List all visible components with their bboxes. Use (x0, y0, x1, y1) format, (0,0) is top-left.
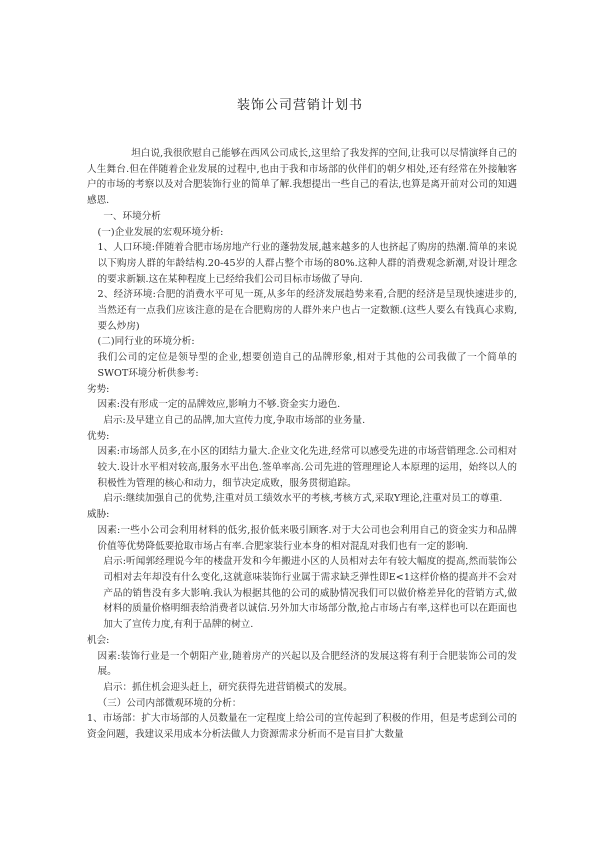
paragraph: 启示:及早建立自己的品牌,加大宣传力度,争取市场部的业务量. (103, 414, 366, 426)
swot-label: 机会: (87, 634, 110, 646)
intro-paragraph: 坦白说,我很欣慰自己能够在西风公司成长,这里给了我发挥的空间,让我可以尽情演绎自己的人生舞台.但在伴随着企业发展的过程中,也由于我和市场部的伙伴们的朝夕相处,还有经常在外接触客户的市场的考察以及对合肥装饰行业的简单了解.我想提出一些自己的看法,也算是离开前对公司的知遇感恩. (87, 148, 517, 207)
paragraph: 1、市场部：扩大市场部的人员数量在一定程度上给公司的宣传起到了积极的作用，但是考虑到公司的资金问题，我建议采用成本分析法做人力资源需求分析而不是盲目扩大数量 (87, 713, 517, 741)
swot-label: 优势: (87, 430, 110, 442)
paragraph: 因素:市场部人员多,在小区的团结力量大.企业文化先进,经常可以感受先进的市场营销理念.公司相对较大.设计水平相对较高,服务水平出色.签单率高.公司先进的管理理论人本原理的运用，始终以人的积极性为管理的核心和动力，细节决定成败，服务贯彻追踪。 (97, 446, 517, 489)
paragraph: 启示:继续加强自己的优势,注重对员工绩效水平的考核,考核方式,采取Y理论,注重对员工的尊重. (103, 493, 503, 505)
paragraph: 启示：抓住机会迎头赶上，研究获得先进营销模式的发展。 (103, 681, 353, 693)
paragraph: 因素:没有形成一定的品牌效应,影响力不够.资金实力逊色. (97, 399, 341, 411)
paragraph: 2、经济环境:合肥的消费水平可见一斑,从多年的经济发展趋势来看,合肥的经济是呈现快速进步的,当然还有一点我们应该注意的是在合肥购房的人群外来户也占一定数额.(这些人要么有钱真心求购,要么炒房) (97, 289, 517, 332)
paragraph: 我们公司的定位是领导型的企业,想要创造自己的品牌形象,相对于其他的公司我做了一个简单的SWOT环境分析供参考: (97, 352, 517, 379)
paragraph: 1、人口环境:伴随着合肥市场房地产行业的蓬勃发展,越来越多的人也挤起了购房的热潮.简单的来说以下购房人群的年龄结构.20-45岁的人群占整个市场的80%.这种人群的消费观念新潮,对设计理念的要求新颖.这在某种程度上已经给我们公司目标市场做了导向. (97, 242, 517, 285)
paragraph: 启示:听闻郭经理说今年的楼盘开发和今年搬进小区的人员相对去年有较大幅度的提高,然而装饰公司相对去年却没有什么变化,这就意味装饰行业属于需求缺乏弹性即E<1这样价格的提高并不会对产品的销售没有多大影响.我认为根据其他的公司的威胁情况我们可以做价格差异化的营销方式,做材料的质量价格明细表给消费者以诚信.另外加大市场部分散,抢占市场占有率,这样也可以在距面也加大了宣传力度,有利于品牌的树立. (103, 556, 517, 631)
subsection-heading: （三）公司内部微观环境的分析： (97, 697, 242, 709)
section-heading: 一、环境分析 (103, 210, 161, 222)
paragraph: 因素:装饰行业是一个朝阳产业,随着房产的兴起以及合肥经济的发展这将有利于合肥装饰公司的发展。 (97, 650, 517, 678)
swot-label: 劣势: (87, 383, 110, 395)
subsection-heading: (二)同行业的环境分析: (97, 336, 195, 348)
paragraph: 因素:一些小公司会利用材料的低劣,报价低来吸引顾客.对于大公司也会利用自己的资金实力和品牌价值等优势降低要抢取市场占有率.合肥家装行业本身的相对混乱对我们也有一定的影响. (97, 524, 517, 552)
subsection-heading: (一)企业发展的宏观环境分析: (97, 226, 224, 238)
swot-label: 威胁: (87, 509, 110, 521)
document-body (87, 146, 517, 743)
document-title: 装饰公司营销计划书 (236, 98, 363, 113)
